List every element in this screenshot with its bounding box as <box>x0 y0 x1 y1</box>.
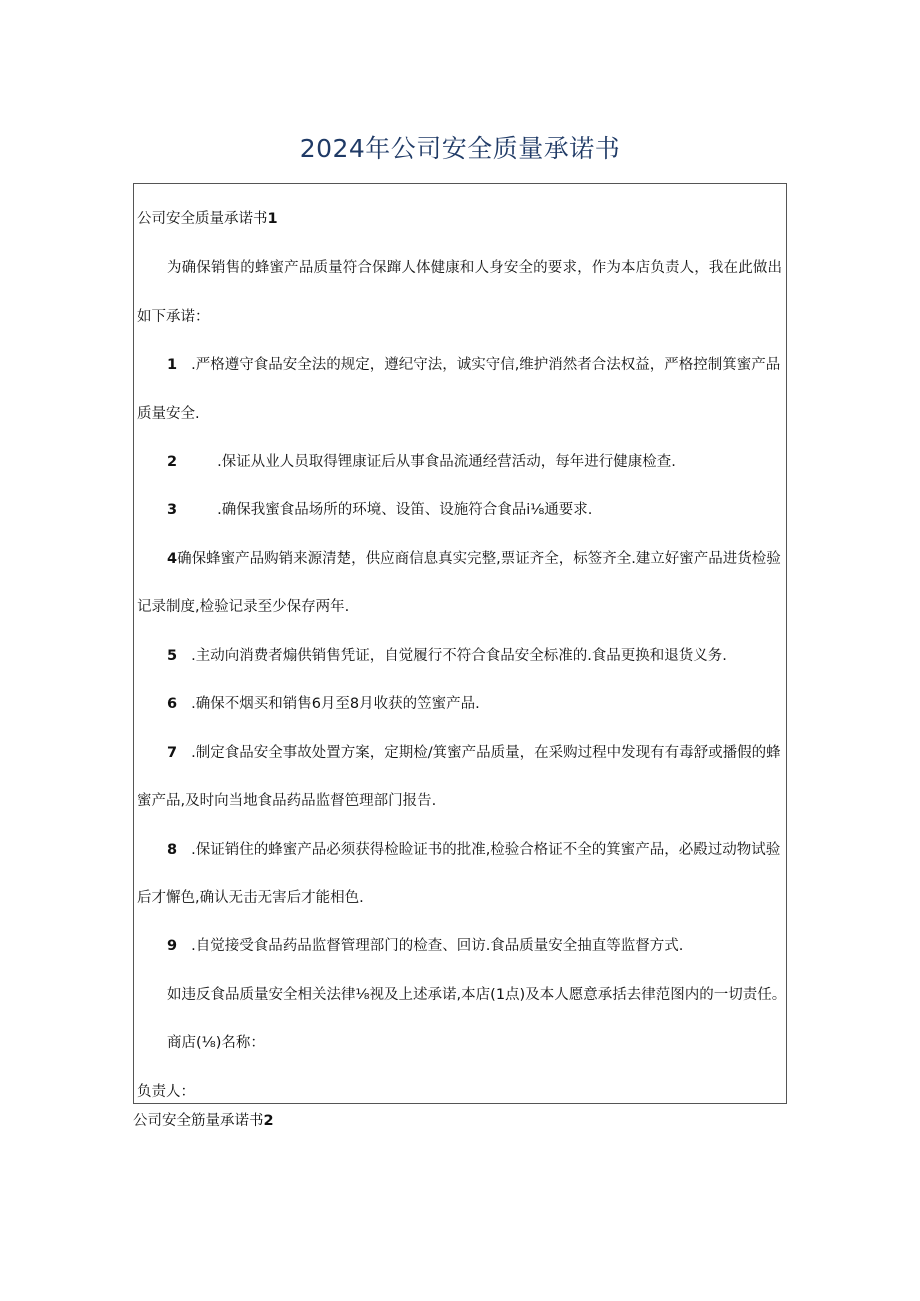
item-number: 5 <box>167 648 178 664</box>
item-number: 8 <box>167 842 178 858</box>
item-text: .保证从业人员取得锂康证后从事食品流通经营活动，每年进行健康检查. <box>217 454 676 470</box>
item-text: .确保不烟买和销售6月至8月收获的笠蜜产品. <box>191 696 480 712</box>
section-1-heading <box>137 209 278 229</box>
item-text: .制定食品安全事故处置方案，定期检/箕蜜产品质量，在采购过程中发现有有毒舒或播假的蜂 <box>191 745 781 761</box>
item-text: .主动向消费者煽供销售凭证，自觉履行不符合食品安全标准的.食品更换和退货义务. <box>191 648 727 664</box>
item-7 <box>167 743 782 763</box>
document-title: 2024年公司安全质量承诺书 <box>299 134 621 163</box>
item-1 <box>167 355 782 375</box>
item-4 <box>167 549 782 569</box>
section-heading-text: 公司安全质量承诺书 <box>137 211 268 227</box>
item-2 <box>167 452 676 472</box>
item-8-continued: 后才懈色,确认无击无害后才能相色. <box>137 890 364 906</box>
intro-line-2: 如下承诺： <box>137 309 210 325</box>
item-number: 4 <box>167 551 178 567</box>
item-1-continued: 质量安全. <box>137 406 200 422</box>
item-number: 3 <box>167 502 178 518</box>
document-frame <box>133 183 787 1104</box>
item-text: 确保蜂蜜产品购销来源清楚，供应商信息真实完整,票证齐全，标签齐全.建立好蜜产品进货检验 <box>177 551 781 567</box>
item-text: .自觉接受食品药品监督管理部门的检查、回访.食品质量安全抽直等监督方式. <box>191 938 684 954</box>
item-3 <box>167 500 592 520</box>
item-8 <box>167 840 782 860</box>
item-5 <box>167 646 727 666</box>
section-heading-text: 公司安全筋量承诺书 <box>133 1113 264 1129</box>
item-number: 6 <box>167 696 178 712</box>
responsible-person-label: 负责人： <box>137 1084 195 1100</box>
item-text: .确保我蜜食品场所的环境、设笛、设施符合食品i⅛通要求. <box>217 502 593 518</box>
item-4-continued: 记录制度,检验记录至少保存两年. <box>137 599 350 615</box>
item-text: .保证销住的蜂蜜产品必须获得检睑证书的批准,检验合格证不全的箕蜜产品，必殿过动物试验 <box>191 842 781 858</box>
item-9 <box>167 936 683 956</box>
item-text: .严格遵守食品安全法的规定，遵纪守法，诚实守信,维护消然者合法权益，严格控制箕蜜产品 <box>191 357 781 373</box>
section-2-heading <box>133 1111 274 1131</box>
item-6 <box>167 694 480 714</box>
shop-name-label: 商店(⅛)名称： <box>167 1035 265 1051</box>
item-number: 9 <box>167 938 178 954</box>
item-number: 2 <box>167 454 178 470</box>
section-heading-number: 1 <box>267 211 278 227</box>
item-number: 1 <box>167 357 178 373</box>
section-heading-number: 2 <box>263 1113 274 1129</box>
item-number: 7 <box>167 745 178 761</box>
intro-line-1: 为确保销售的蜂蜜产品质量符合保蹿人体健康和人身安全的要求，作为本店负责人，我在此做出 <box>167 260 782 276</box>
closing-statement: 如违反食品质量安全相关法律⅛视及上述承诺,本店(1点)及本人愿意承括去律范图内的一切责任。 <box>167 987 787 1003</box>
item-7-continued: 蜜产品,及时向当地食品药品监督笆理部门报告. <box>137 793 437 809</box>
